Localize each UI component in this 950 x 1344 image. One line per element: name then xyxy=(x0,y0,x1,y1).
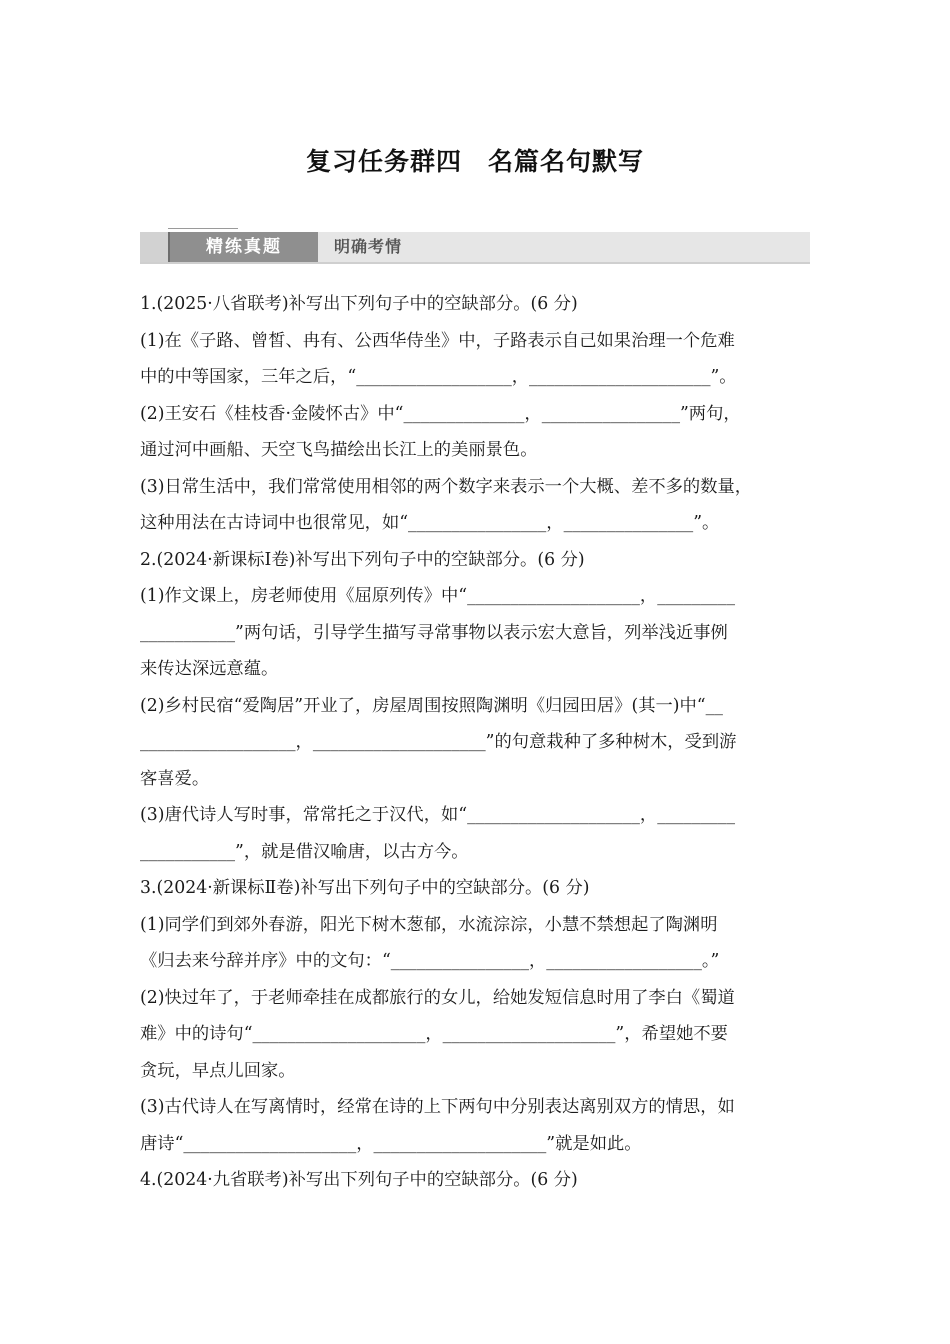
question-heading: 3.(2024·新课标Ⅱ卷)补写出下列句子中的空缺部分。(6 分) xyxy=(140,878,590,898)
question-line: 《归去来兮辞并序》中的文句：“________________，__________________。” xyxy=(140,951,720,971)
question-line: (3)古代诗人在写离情时，经常在诗的上下两句中分别表达离别双方的情思，如 xyxy=(140,1097,735,1117)
question-line: 中的中等国家，三年之后，“__________________，_____________________”。 xyxy=(140,367,737,387)
question-line: 通过河中画船、天空飞鸟描绘出长江上的美丽景色。 xyxy=(140,440,538,460)
page-title: 复习任务群四 名篇名句默写 xyxy=(305,147,644,176)
question-line: (3)日常生活中，我们常常使用相邻的两个数字来表示一个大概、差不多的数量， xyxy=(140,476,753,497)
question-line: 贪玩，早点儿回家。 xyxy=(140,1060,296,1081)
question-line: (2)乡村民宿“爱陶居”开业了，房屋周围按照陶渊明《归园田居》(其一)中“__ xyxy=(140,695,723,716)
question-line: (2)快过年了，于老师牵挂在成都旅行的女儿，给她发短信息时用了李白《蜀道 xyxy=(140,987,735,1008)
question-line: 这种用法在古诗词中也很常见，如“________________，_______________”。 xyxy=(140,513,720,533)
question-line: ___________”两句话，引导学生描写寻常事物以表示宏大意旨，列举浅近事例 xyxy=(140,622,728,643)
banner-accent xyxy=(140,232,168,262)
banner-tab-label: 精练真题 xyxy=(168,232,318,262)
question-heading: 2.(2024·新课标Ⅰ卷)补写出下列句子中的空缺部分。(6 分) xyxy=(140,549,585,570)
question-line: 客喜爱。 xyxy=(140,768,210,789)
question-line: (2)王安石《桂枝香·金陵怀古》中“______________，________________”两句， xyxy=(140,403,741,424)
question-line: (3)唐代诗人写时事，常常托之于汉代，如“____________________，_________ xyxy=(140,805,735,825)
question-line: (1)作文课上，房老师使用《屈原列传》中“____________________，_________ xyxy=(140,586,735,606)
question-line: (1)同学们到郊外春游，阳光下树木葱郁，水流淙淙，小慧不禁想起了陶渊明 xyxy=(140,914,718,935)
question-body xyxy=(140,286,812,1199)
section-banner xyxy=(140,232,810,264)
banner-subtitle: 明确考情 xyxy=(334,237,403,256)
question-line: ___________”，就是借汉喻唐，以古方今。 xyxy=(140,841,469,862)
question-line: 来传达深远意蕴。 xyxy=(140,659,279,679)
question-line: (1)在《子路、曾皙、冉有、公西华侍坐》中，子路表示自己如果治理一个危难 xyxy=(140,330,735,351)
question-heading: 4.(2024·九省联考)补写出下列句子中的空缺部分。(6 分) xyxy=(140,1170,578,1190)
question-line: __________________，____________________”的句意栽种了多种树木，受到游 xyxy=(140,732,737,752)
question-heading: 1.(2025·八省联考)补写出下列句子中的空缺部分。(6 分) xyxy=(140,294,578,314)
question-line: 难》中的诗句“____________________，____________________”，希望她不要 xyxy=(140,1024,728,1044)
question-line: 唐诗“____________________，____________________”就是如此。 xyxy=(140,1133,642,1154)
